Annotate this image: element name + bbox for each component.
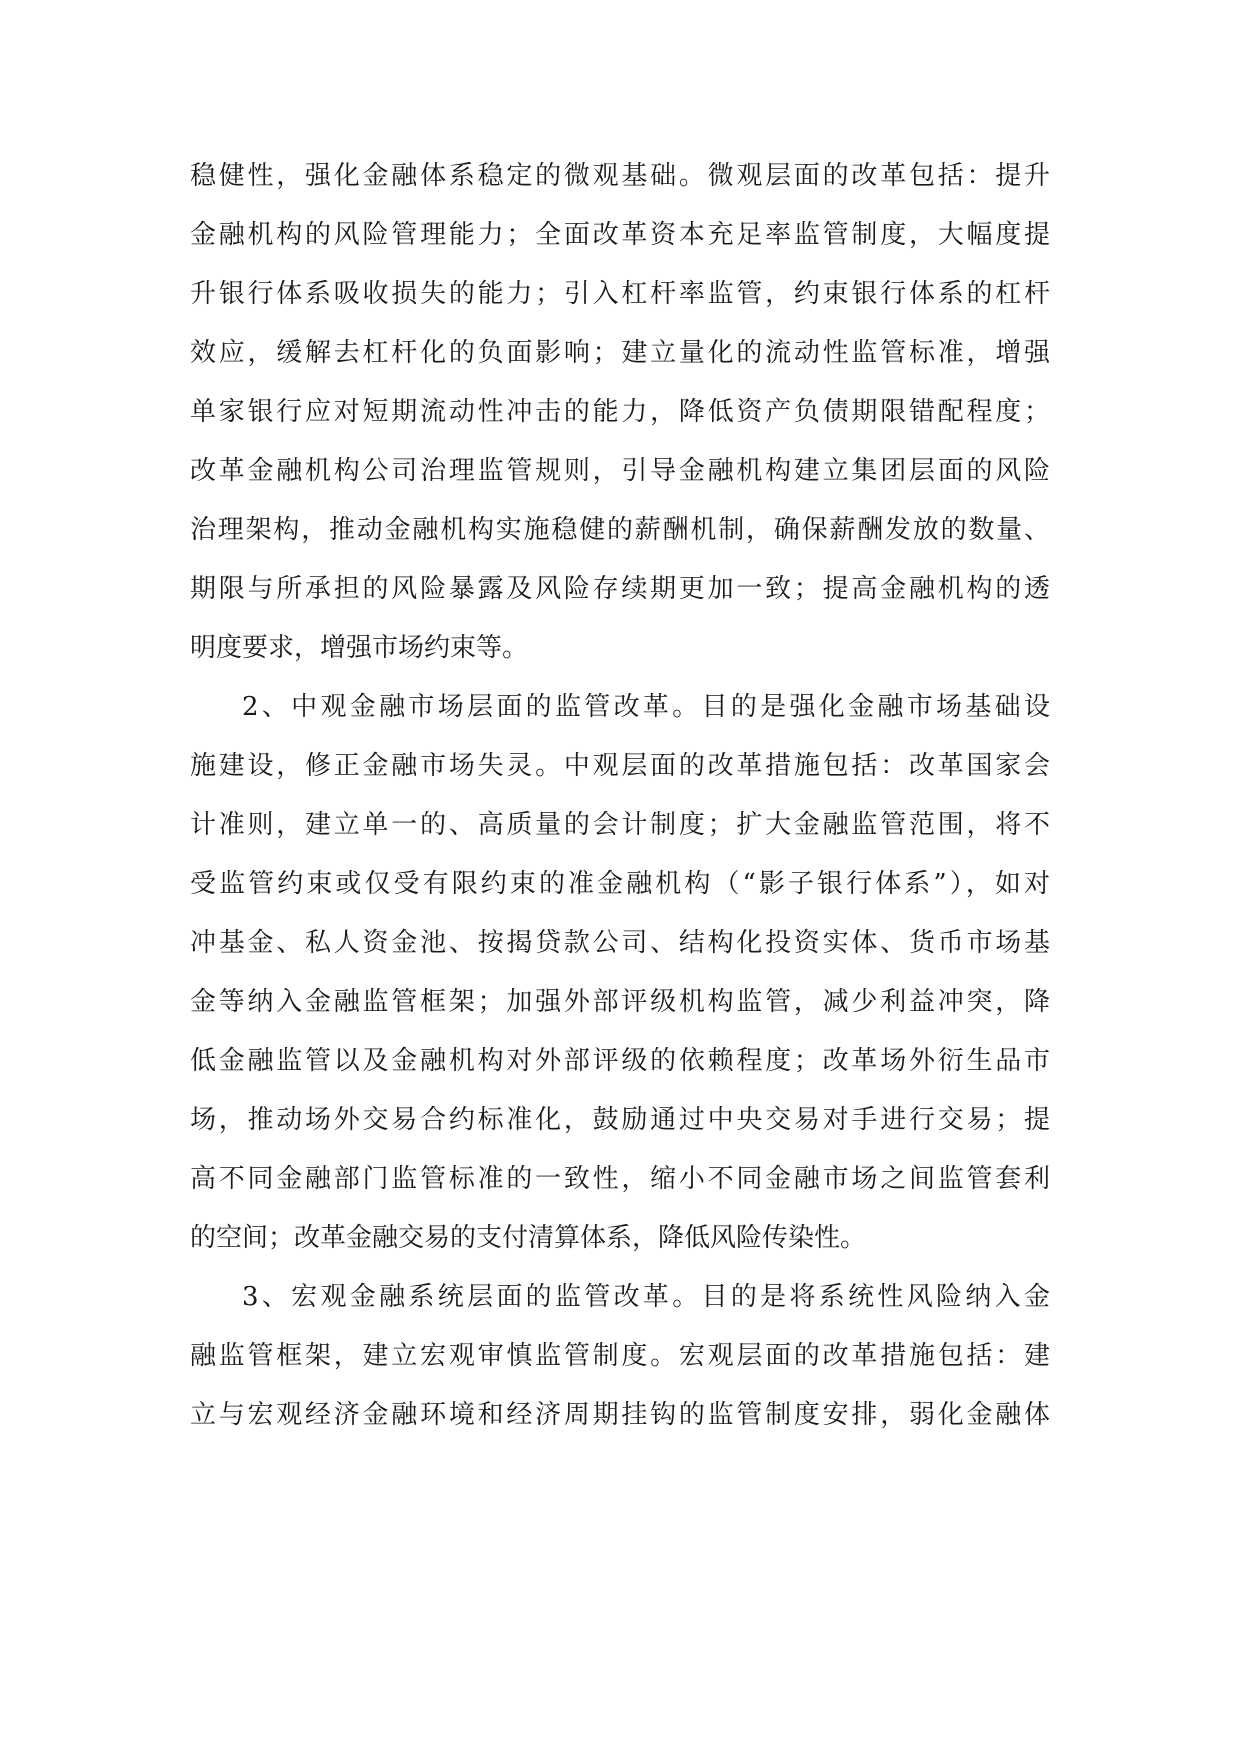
body-line: 明度要求，增强市场约束等。: [190, 633, 529, 663]
body-line: 冲基金、私人资金池、按揭贷款公司、结构化投资实体、货币市场基: [190, 928, 1050, 958]
body-line: 受监管约束或仅受有限约束的准金融机构（“影子银行体系”），如对: [190, 869, 1050, 899]
body-line: 施建设，修正金融市场失灵。中观层面的改革措施包括：改革国家会: [190, 751, 1050, 781]
body-line: 单家银行应对短期流动性冲击的能力，降低资产负债期限错配程度；: [190, 397, 1050, 427]
body-line: 治理架构，推动金融机构实施稳健的薪酬机制，确保薪酬发放的数量、: [190, 515, 1050, 545]
paragraph-start-line: 3、宏观金融系统层面的监管改革。目的是将系统性风险纳入金: [242, 1282, 1050, 1312]
paragraph-start-line: 2、中观金融市场层面的监管改革。目的是强化金融市场基础设: [242, 692, 1050, 722]
body-line: 场，推动场外交易合约标准化，鼓励通过中央交易对手进行交易；提: [190, 1105, 1050, 1135]
body-line: 的空间；改革金融交易的支付清算体系，降低风险传染性。: [190, 1223, 867, 1253]
body-line: 金等纳入金融监管框架；加强外部评级机构监管，减少利益冲突，降: [190, 987, 1050, 1017]
body-line: 金融机构的风险管理能力；全面改革资本充足率监管制度，大幅度提: [190, 220, 1050, 250]
body-line: 改革金融机构公司治理监管规则，引导金融机构建立集团层面的风险: [190, 456, 1050, 486]
document-body: [190, 147, 1050, 1445]
body-line: 低金融监管以及金融机构对外部评级的依赖程度；改革场外衍生品市: [190, 1046, 1050, 1076]
body-line: 稳健性，强化金融体系稳定的微观基础。微观层面的改革包括：提升: [190, 161, 1050, 191]
body-line: 升银行体系吸收损失的能力；引入杠杆率监管，约束银行体系的杠杆: [190, 279, 1050, 309]
body-line: 立与宏观经济金融环境和经济周期挂钩的监管制度安排，弱化金融体: [190, 1400, 1050, 1430]
body-line: 期限与所承担的风险暴露及风险存续期更加一致；提高金融机构的透: [190, 574, 1050, 604]
body-line: 高不同金融部门监管标准的一致性，缩小不同金融市场之间监管套利: [190, 1164, 1050, 1194]
body-line: 效应，缓解去杠杆化的负面影响；建立量化的流动性监管标准，增强: [190, 338, 1050, 368]
body-line: 计准则，建立单一的、高质量的会计制度；扩大金融监管范围，将不: [190, 810, 1050, 840]
body-line: 融监管框架，建立宏观审慎监管制度。宏观层面的改革措施包括：建: [190, 1341, 1050, 1371]
